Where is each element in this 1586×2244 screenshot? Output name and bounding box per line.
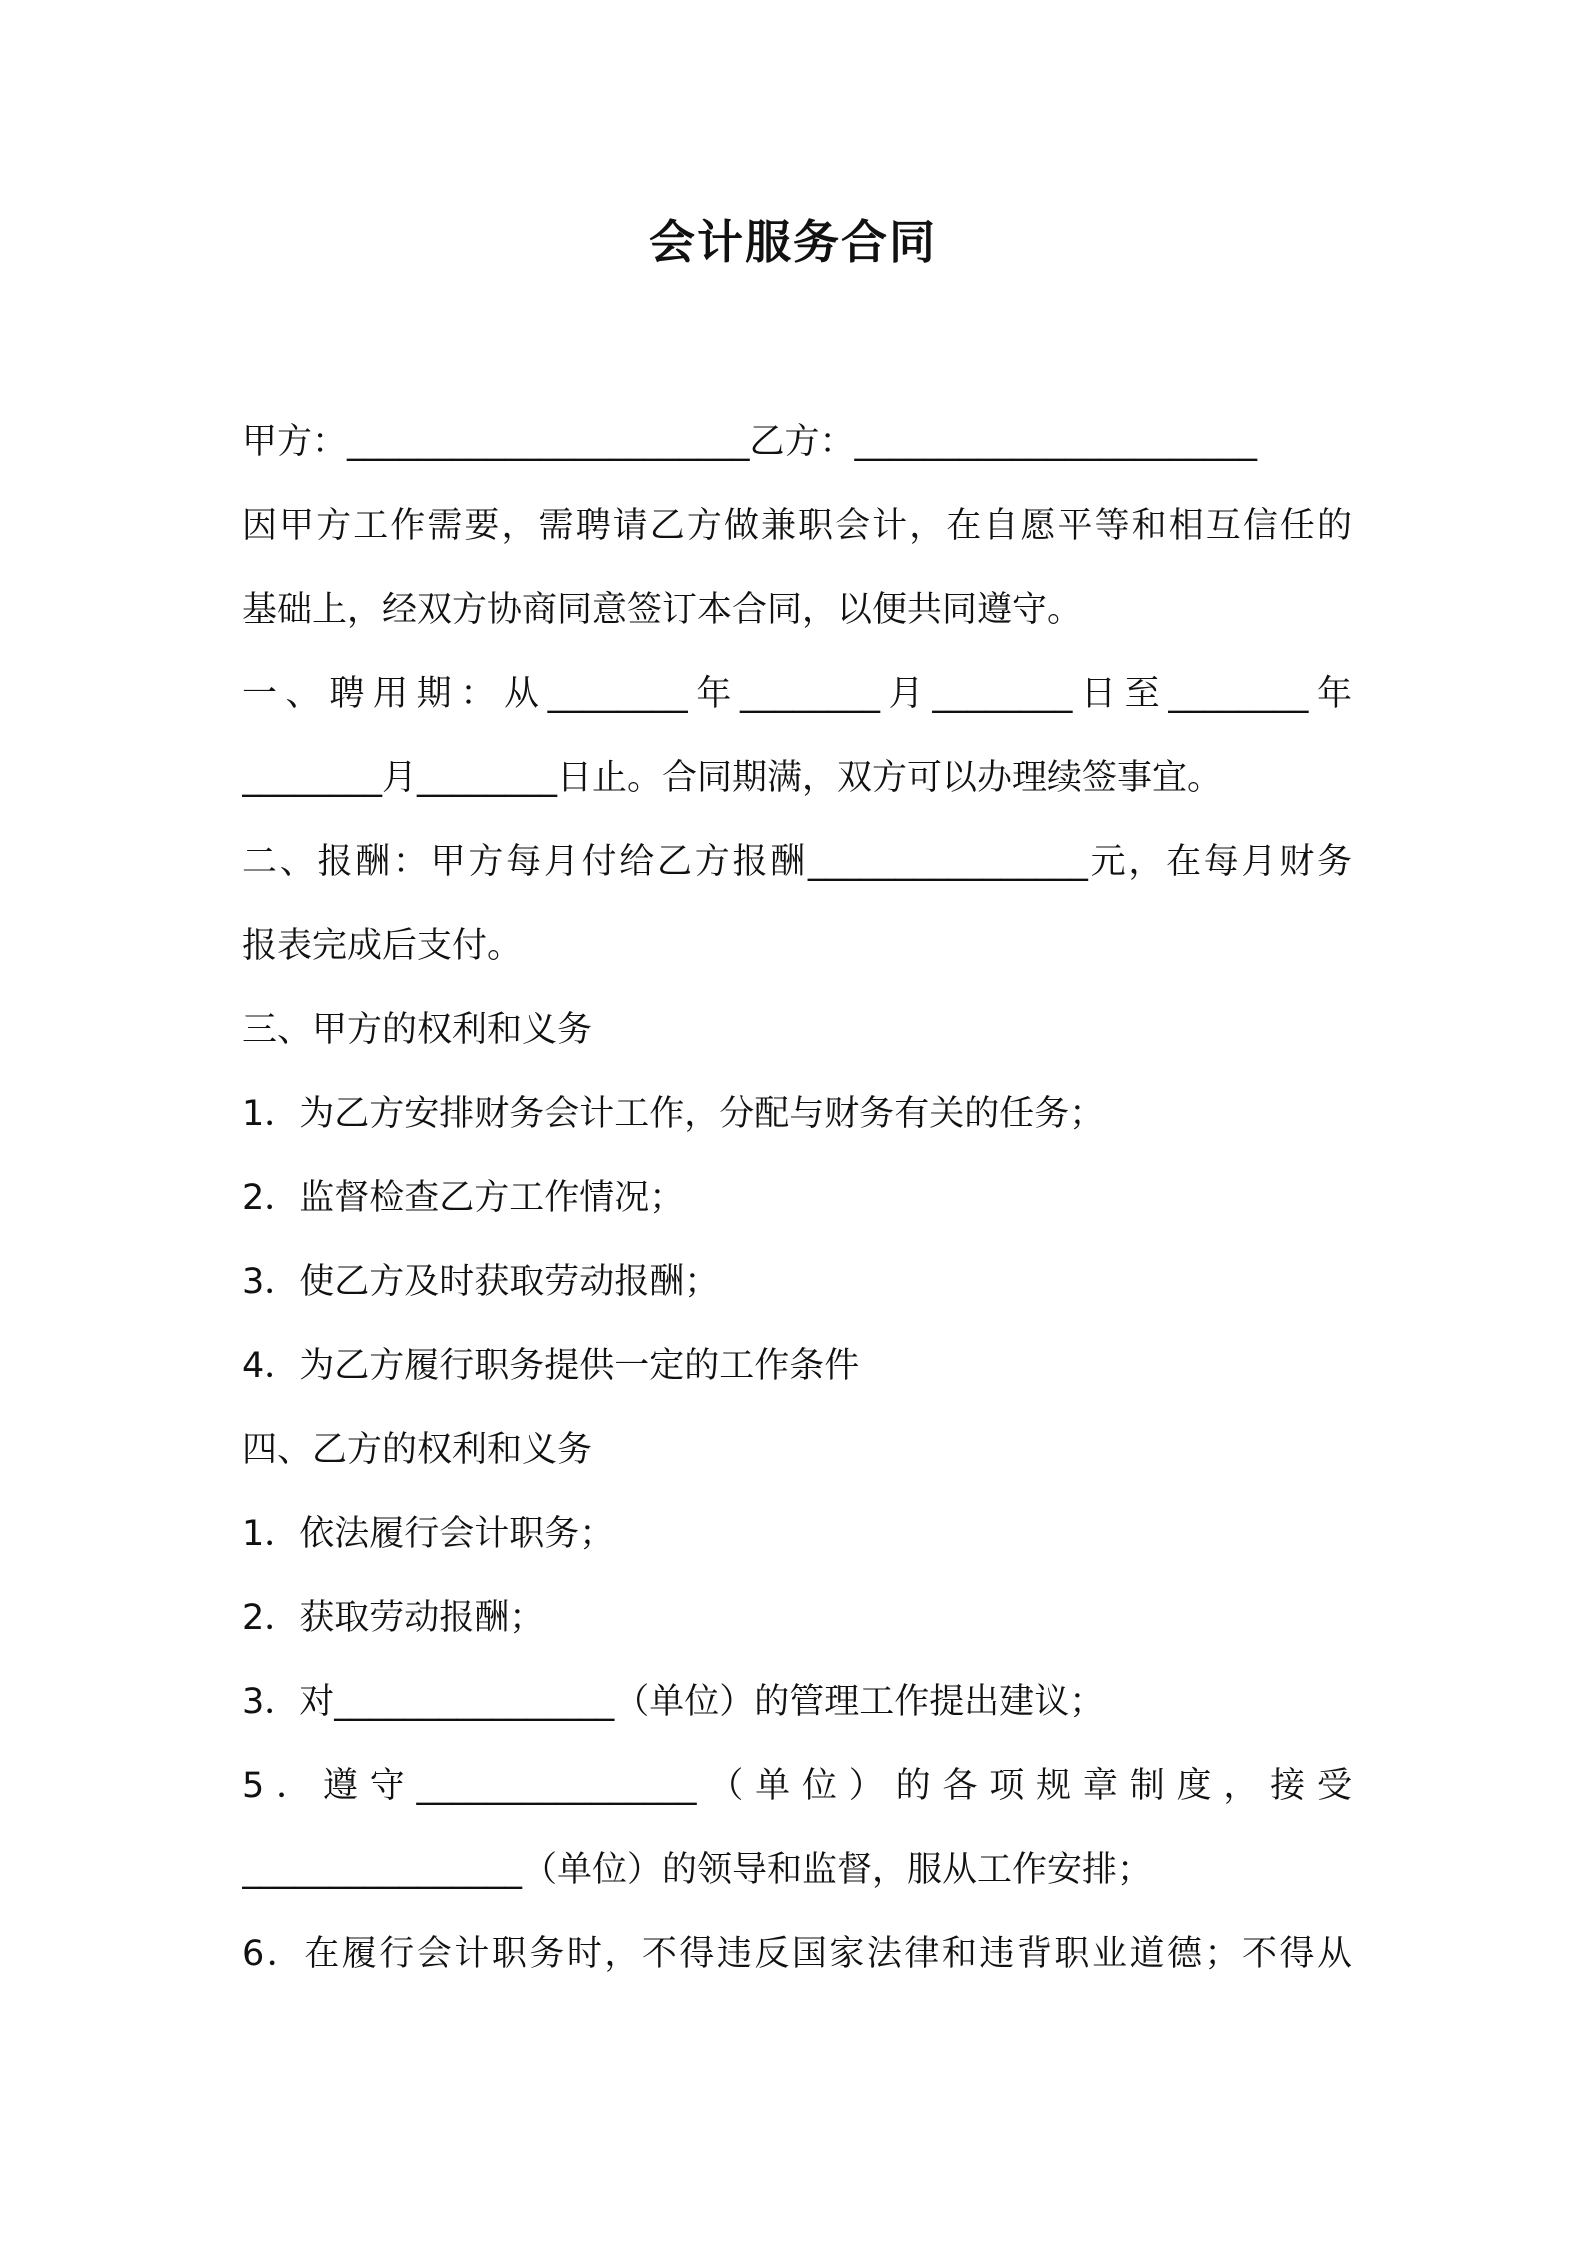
intro-line-1: 因甲方工作需要，需聘请乙方做兼职会计，在自愿平等和相互信任的 xyxy=(242,506,1352,546)
document-title: 会计服务合同 xyxy=(649,215,937,269)
term-line-2: ________月________日止。合同期满，双方可以办理续签事宜。 xyxy=(242,758,1223,798)
intro-line-2: 基础上，经双方协商同意签订本合同，以便共同遵守。 xyxy=(242,590,1083,630)
pay-line-1: 二、报酬：甲方每月付给乙方报酬________________元，在每月财务 xyxy=(242,842,1352,882)
document-body xyxy=(242,412,1352,2008)
term-line-1: 一、聘用期：从________年________月________日至________年 xyxy=(242,674,1352,714)
party-b-item-5-line-1: 5．遵守________________（单位）的各项规章制度，接受 xyxy=(242,1766,1352,1806)
pay-line-2: 报表完成后支付。 xyxy=(242,926,523,966)
section-heading-party-b: 四、乙方的权利和义务 xyxy=(242,1430,593,1470)
party-b-item-6-line-1: 6．在履行会计职务时，不得违反国家法律和违背职业道德；不得从 xyxy=(242,1934,1352,1974)
party-a-item-4: 4．为乙方履行职务提供一定的工作条件 xyxy=(242,1346,860,1386)
party-a-item-1: 1．为乙方安排财务会计工作，分配与财务有关的任务； xyxy=(242,1094,1105,1134)
party-b-item-1: 1．依法履行会计职务； xyxy=(242,1514,615,1554)
party-b-item-5-line-2: ________________（单位）的领导和监督，服从工作安排； xyxy=(242,1850,1153,1890)
party-a-item-2: 2．监督检查乙方工作情况； xyxy=(242,1178,685,1218)
section-heading-party-a: 三、甲方的权利和义务 xyxy=(242,1010,593,1050)
party-b-item-3: 3．对________________（单位）的管理工作提出建议； xyxy=(242,1682,1105,1722)
party-line: 甲方：_______________________乙方：_______________________ xyxy=(242,422,1258,462)
party-a-item-3: 3．使乙方及时获取劳动报酬； xyxy=(242,1262,720,1302)
party-b-item-2: 2．获取劳动报酬； xyxy=(242,1598,545,1638)
